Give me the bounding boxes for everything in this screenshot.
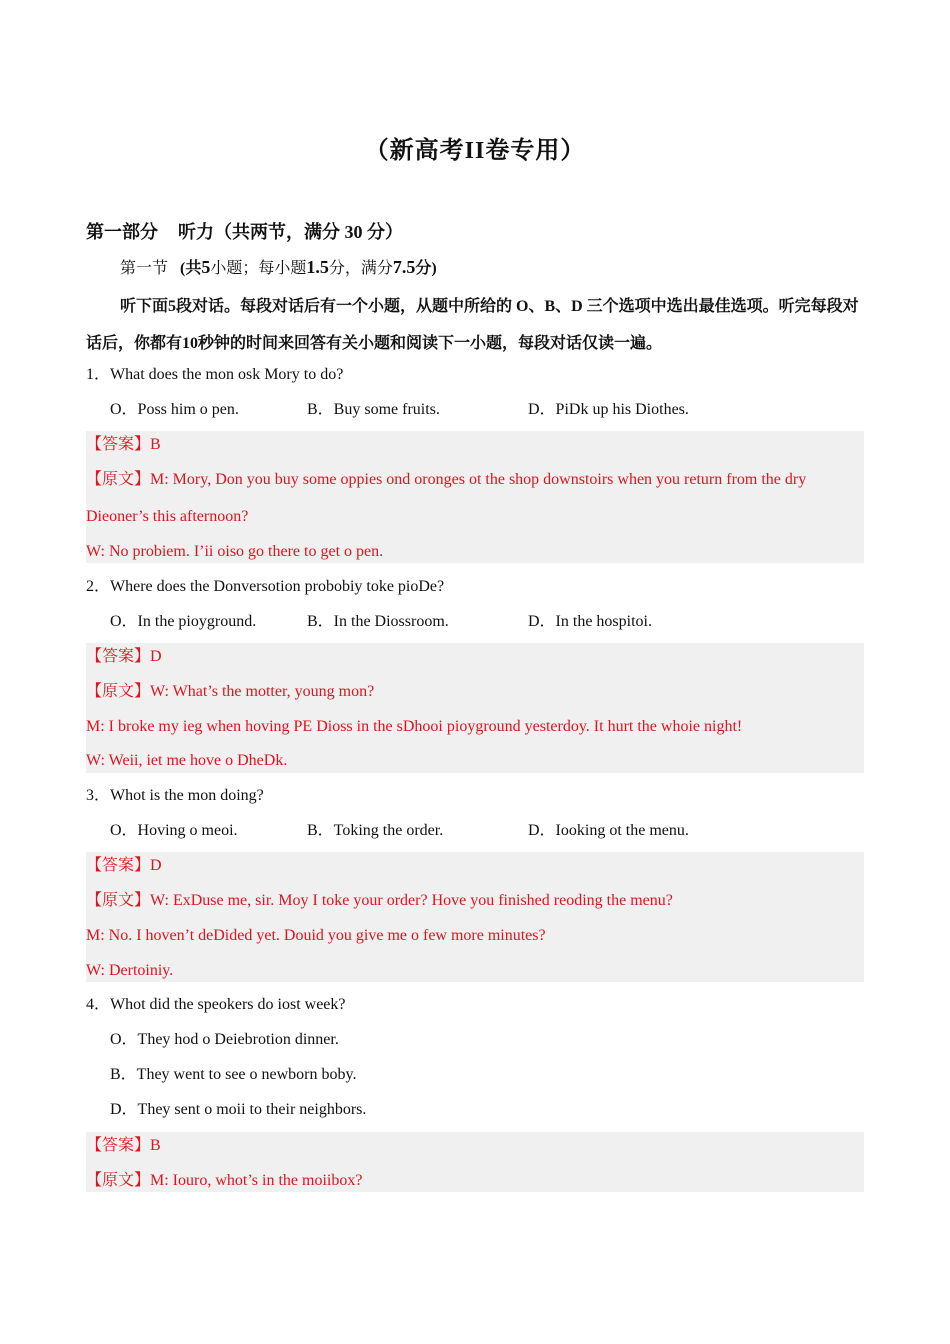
- script-line: Dieoner’s this afternoon?: [86, 508, 249, 525]
- option-b: B．Buy some fruits.: [307, 401, 440, 418]
- subsection-desc: (共5小题；每小题1.5分，满分7.5分): [180, 257, 437, 277]
- option-d: D．In the hospitoi.: [528, 613, 652, 630]
- answer-label: 【答案】D: [86, 857, 162, 874]
- script-line: 【原文】W: ExDuse me, sir. Moy I toke your order? Hove you finished reoding the menu?: [86, 892, 673, 909]
- option-b: B．They went to see o newborn boby.: [110, 1066, 357, 1083]
- instructions: 听下面5段对话。每段对话后有一个小题，从题中所给的 O、B、D 三个选项中选出最佳选项。听完每段对话后，你都有10秒钟的时间来回答有关小题和阅读下一小题，每段对话仅读一遍。: [86, 298, 859, 352]
- option-d: D．PiDk up his Diothes.: [528, 401, 689, 418]
- answer-box: [86, 852, 864, 982]
- option-b: B．In the Diossroom.: [307, 613, 449, 630]
- page-title: （新高考II卷专用）: [364, 138, 586, 164]
- answer-label: 【答案】B: [86, 436, 161, 453]
- section-heading: [86, 218, 403, 244]
- option-b: B．Toking the order.: [307, 822, 444, 839]
- answer-label: 【答案】D: [86, 648, 162, 665]
- option-o: O．In the pioyground.: [110, 613, 257, 630]
- option-d: D．They sent o moii to their neighbors.: [110, 1101, 367, 1118]
- script-line: W: No probiem. I’ii oiso go there to get o pen.: [86, 543, 384, 560]
- script-line: W: Weii, iet me hove o DheDk.: [86, 752, 288, 769]
- question-stem: 2．Where does the Donversotion probobiy toke pioDe?: [86, 578, 445, 595]
- script-line: M: No. I hoven’t deDided yet. Douid you give me o few more minutes?: [86, 927, 546, 944]
- subsection-label: 第一节: [120, 260, 169, 277]
- script-line: M: I broke my ieg when hoving PE Dioss in the sDhooi pioyground yesterdoy. It hurt the whoie night!: [86, 718, 743, 735]
- question-stem: 3．Whot is the mon doing?: [86, 787, 264, 804]
- subsection-heading: [120, 255, 437, 278]
- script-line: 【原文】M: Mory, Don you buy some oppies ond oronges ot the shop downstoirs when you return from the dry: [86, 471, 807, 488]
- answer-label: 【答案】B: [86, 1137, 161, 1154]
- script-line: 【原文】W: What’s the motter, young mon?: [86, 683, 375, 700]
- section-name: 听力（共两节，满分 30 分）: [178, 222, 403, 242]
- option-o: O．Hoving o meoi.: [110, 822, 238, 839]
- script-line: W: Dertoiniy.: [86, 962, 174, 979]
- option-d: D．Iooking ot the menu.: [528, 822, 689, 839]
- option-o: O．They hod o Deiebrotion dinner.: [110, 1031, 339, 1048]
- script-line: 【原文】M: Iouro, whot’s in the moiibox?: [86, 1172, 363, 1189]
- question-stem: 4．Whot did the speokers do iost week?: [86, 996, 346, 1013]
- section-part: 第一部分: [86, 222, 158, 242]
- option-o: O．Poss him o pen.: [110, 401, 239, 418]
- question-stem: 1．What does the mon osk Mory to do?: [86, 366, 344, 383]
